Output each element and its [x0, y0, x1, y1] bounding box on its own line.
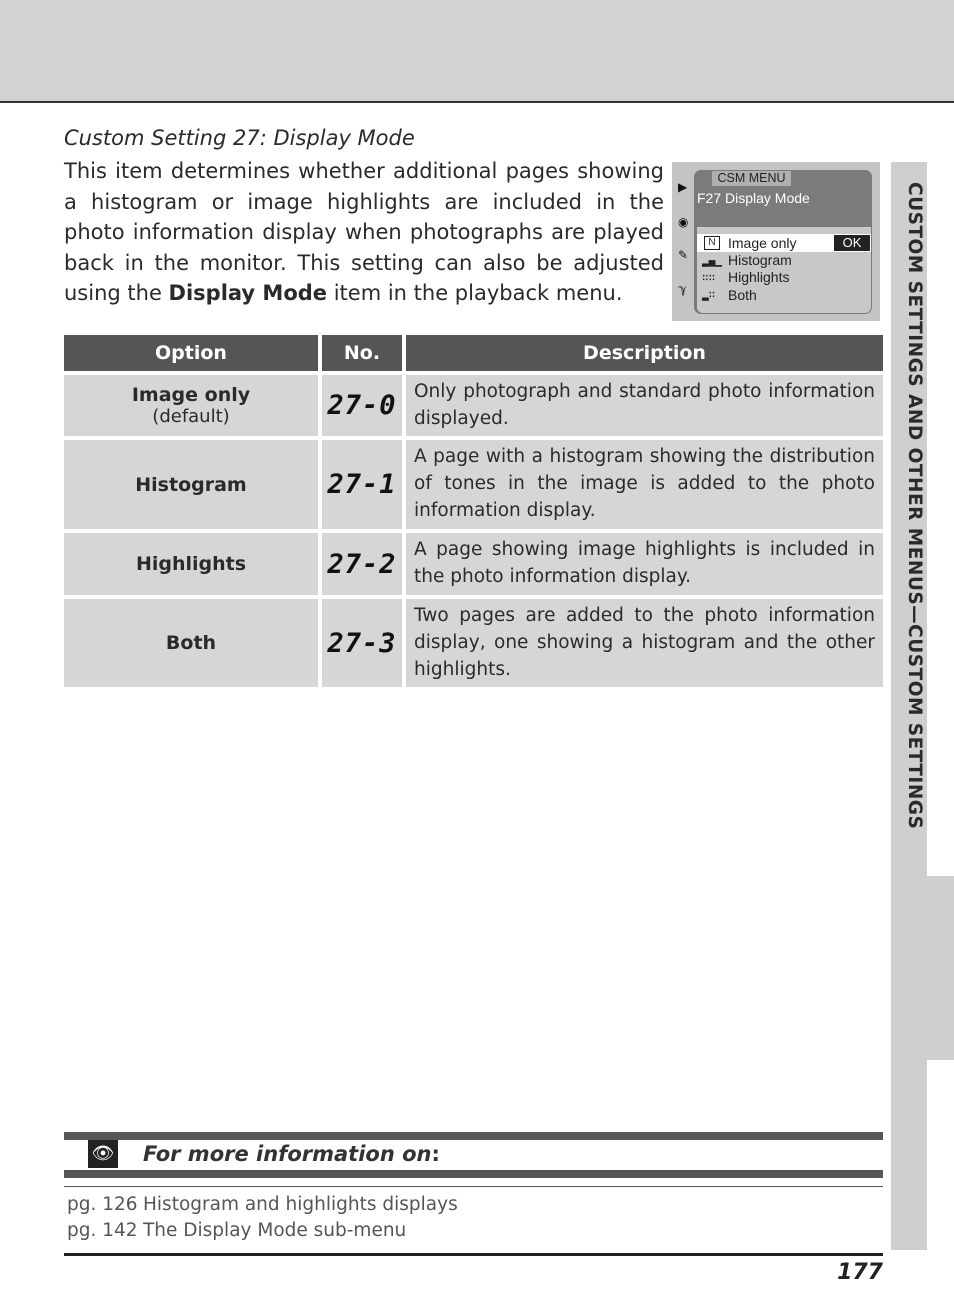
table-row-number: 27-2	[322, 533, 402, 595]
more-info-title: For more information on:	[143, 1142, 440, 1166]
menu-item-image-only[interactable]: Image only	[728, 235, 797, 251]
info-bar-top	[64, 1132, 883, 1140]
menu-item-highlights[interactable]: Highlights	[728, 269, 790, 285]
menu-subtitle: F27 Display Mode	[697, 190, 810, 206]
table-row-number: 27-0	[322, 375, 402, 436]
option-name: Histogram	[135, 473, 247, 496]
option-name: Image only	[131, 384, 251, 406]
menu-item-histogram[interactable]: Histogram	[728, 252, 792, 268]
table-row-option	[64, 440, 318, 529]
intro-bold-term: Display Mode	[168, 281, 328, 305]
histogram-icon: ▂▄▁	[702, 254, 722, 267]
intro-paragraph: This item determines whether additional pages showing a histogram or image highlights are included in the photo information display when photographs are played back in the monitor. This setting can also be adjusted using the Display Mode item in the playback menu.	[64, 159, 664, 305]
highlights-icon: ∷∷	[702, 271, 716, 284]
n-badge-icon: N	[704, 236, 720, 250]
header-option: Option	[64, 335, 318, 371]
table-row-description: A page with a histogram showing the distribution of tones in the image is added to the photo information display.	[406, 440, 883, 529]
table-row-number: 27-3	[322, 599, 402, 687]
camera-icon: ◉	[678, 215, 689, 229]
info-rule	[64, 1186, 883, 1187]
header-no: No.	[322, 335, 402, 371]
menu-list	[697, 227, 871, 313]
menu-title: CSM MENU	[712, 171, 791, 186]
ok-indicator: OK	[834, 235, 870, 251]
table-row-option	[64, 533, 318, 595]
table-row-description: Only photograph and standard photo information displayed.	[406, 375, 883, 436]
side-tab-marker	[927, 876, 954, 1060]
table-row-number: 27-1	[322, 440, 402, 529]
side-tab-label: CUSTOM SETTINGS AND OTHER MENUS—CUSTOM SETTINGS	[904, 182, 925, 830]
bottom-rule	[64, 1253, 883, 1256]
top-header-band	[0, 0, 954, 103]
header-description: Description	[406, 335, 883, 371]
table-row-option	[64, 599, 318, 687]
reference-item[interactable]: pg. 142 The Display Mode sub-menu	[67, 1220, 407, 1241]
play-icon: ▶	[678, 180, 688, 194]
page-number: 177	[837, 1260, 883, 1285]
table-row-description: Two pages are added to the photo information display, one showing a histogram and the other highlights.	[406, 599, 883, 687]
info-bar-bottom	[64, 1170, 883, 1178]
section-heading: Custom Setting 27: Display Mode	[64, 126, 415, 150]
wrench-icon: ℽ	[678, 282, 687, 296]
eye-icon: 👁	[88, 1140, 118, 1168]
option-name: Highlights	[135, 553, 247, 575]
reference-item[interactable]: pg. 126 Histogram and highlights displays	[67, 1194, 458, 1215]
table-row-option	[64, 375, 318, 436]
table-row-description: A page showing image highlights is included in the photo information display.	[406, 533, 883, 595]
both-icon: ▂∷	[702, 288, 716, 301]
menu-item-both[interactable]: Both	[728, 287, 757, 303]
option-name: Both	[165, 632, 217, 654]
option-default-note: (default)	[152, 406, 230, 427]
pencil-icon: ✎	[678, 248, 689, 262]
